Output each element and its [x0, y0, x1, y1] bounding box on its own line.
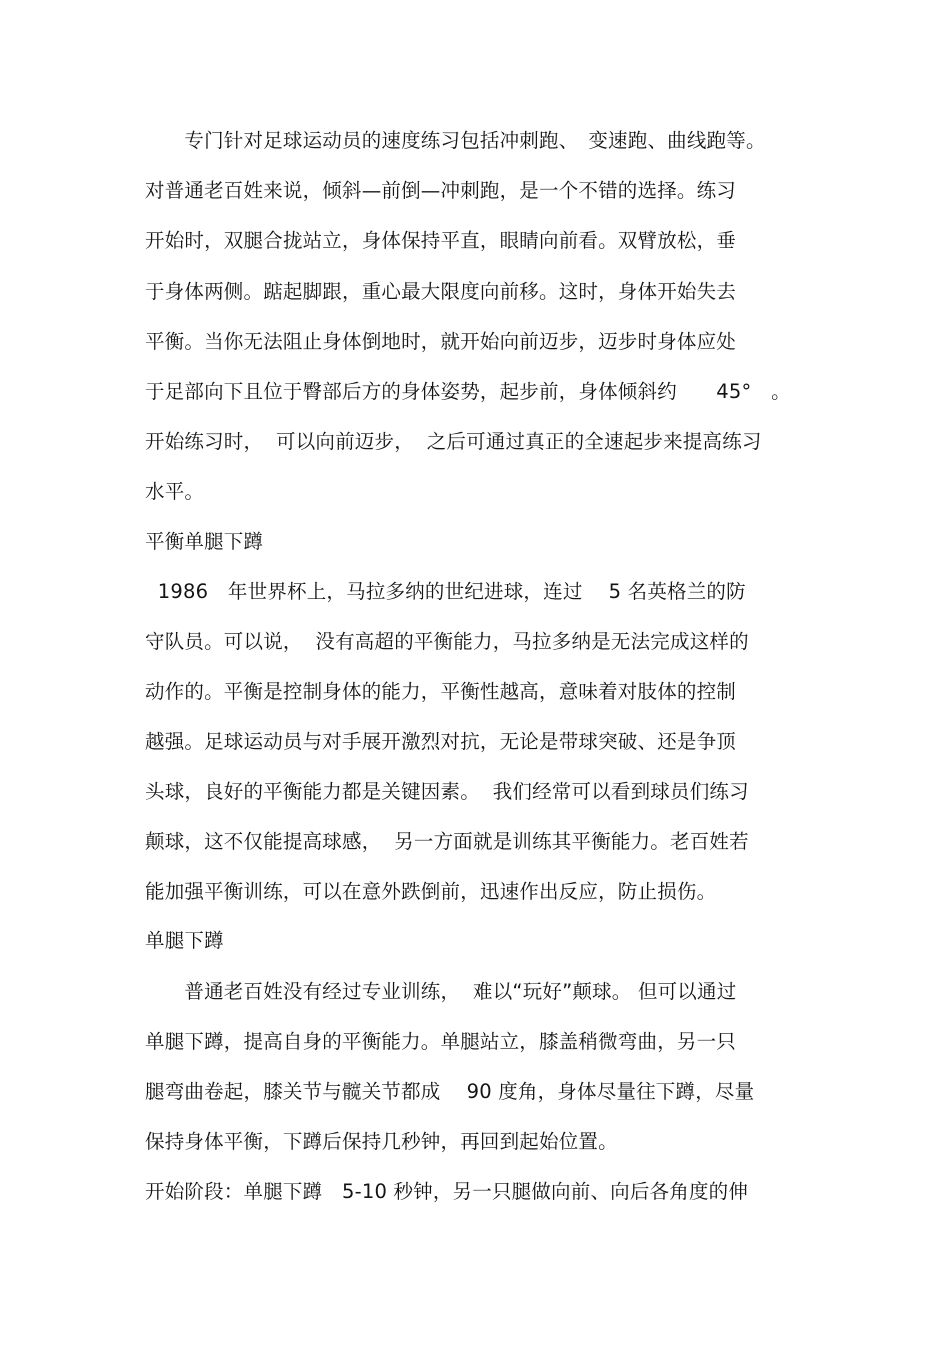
text-line: 开始时，双腿合拢站立，身体保持平直，眼睛向前看。双臂放松，垂 — [145, 229, 737, 252]
text-line: 越强。足球运动员与对手展开激烈对抗，无论是带球突破、还是争顶 — [145, 730, 737, 753]
text-line: 动作的。平衡是控制身体的能力，平衡性越高，意味着对肢体的控制 — [145, 680, 737, 703]
text-line: 保持身体平衡，下蹲后保持几秒钟，再回到起始位置。 — [145, 1130, 618, 1153]
text-line: 1986 年世界杯上，马拉多纳的世纪进球，连过 5 名英格兰的防 — [145, 580, 746, 603]
text-line: 守队员。可以说， 没有高超的平衡能力，马拉多纳是无法完成这样的 — [145, 630, 749, 653]
text-line: 头球，良好的平衡能力都是关键因素。 我们经常可以看到球员们练习 — [145, 780, 749, 803]
text-line: 于身体两侧。踮起脚跟，重心最大限度向前移。这时，身体开始失去 — [145, 280, 737, 303]
text-line: 水平。 — [145, 480, 205, 503]
text-line: 单腿下蹲，提高自身的平衡能力。单腿站立，膝盖稍微弯曲，另一只 — [145, 1030, 737, 1053]
text-line: 腿弯曲卷起，膝关节与髋关节都成 90 度角，身体尽量往下蹲，尽量 — [145, 1080, 755, 1103]
text-line: 开始练习时， 可以向前迈步， 之后可通过真正的全速起步来提高练习 — [145, 430, 762, 453]
text-line: 于足部向下且位于臀部后方的身体姿势，起步前，身体倾斜约 45° 。 — [145, 380, 791, 403]
section-heading: 平衡单腿下蹲 — [145, 530, 264, 553]
text-line: 能加强平衡训练，可以在意外跌倒前，迅速作出反应，防止损伤。 — [145, 880, 717, 903]
text-line: 平衡。当你无法阻止身体倒地时，就开始向前迈步，迈步时身体应处 — [145, 330, 737, 353]
text-line: 普通老百姓没有经过专业训练， 难以“玩好”颠球。 但可以通过 — [145, 980, 737, 1003]
text-line: 对普通老百姓来说，倾斜—前倒—冲刺跑，是一个不错的选择。练习 — [145, 179, 737, 202]
text-line: 专门针对足球运动员的速度练习包括冲刺跑、 变速跑、曲线跑等。 — [145, 129, 766, 152]
text-line: 开始阶段：单腿下蹲 5-10 秒钟，另一只腿做向前、向后各角度的伸 — [145, 1180, 749, 1203]
section-heading: 单腿下蹲 — [145, 929, 224, 952]
text-line: 颠球，这不仅能提高球感， 另一方面就是训练其平衡能力。老百姓若 — [145, 830, 749, 853]
